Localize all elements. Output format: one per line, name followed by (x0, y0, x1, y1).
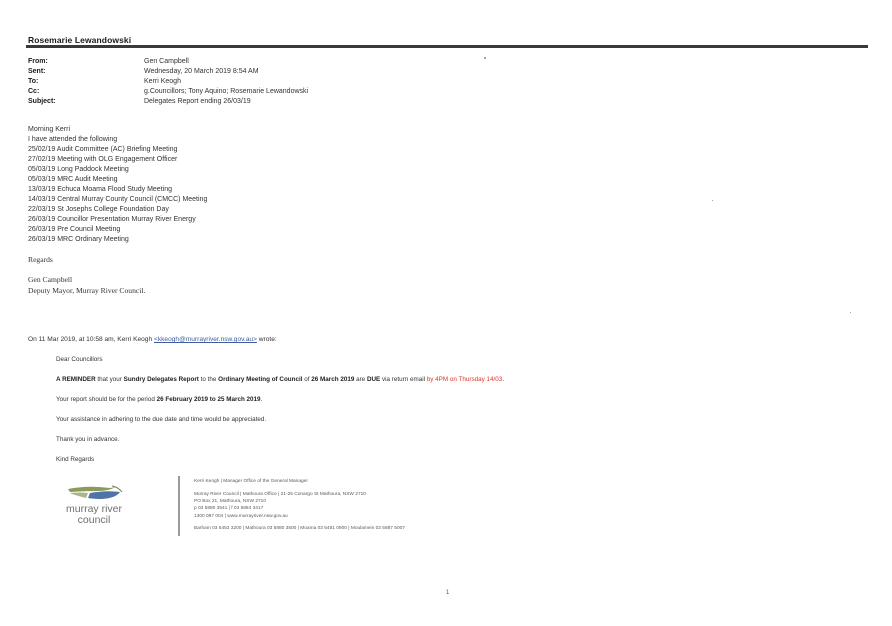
reminder-bold: A REMINDER (56, 376, 96, 383)
signature-web[interactable]: 1300 087 004 | www.murrayriver.nsw.gov.au (194, 514, 288, 519)
header-divider (26, 45, 868, 48)
meeting-item: 27/02/19 Meeting with OLG Engagement Officer (28, 156, 178, 163)
scan-artifact (850, 312, 851, 313)
period-range: 26 February 2019 to 25 March 2019 (156, 396, 261, 403)
from-value: Gen Campbell (144, 58, 189, 65)
document-owner-name: Rosemarie Lewandowski (28, 35, 132, 45)
kind-regards: Kind Regards (56, 456, 95, 463)
sender-email-link[interactable]: <kkeogh@murrayriver.nsw.gov.au> (153, 336, 257, 343)
salutation: Dear Councillors (56, 356, 103, 363)
reminder-text: to the (198, 376, 219, 383)
logo-line1: murray river (65, 503, 122, 515)
murray-river-council-logo (58, 484, 130, 532)
meeting-item: 26/03/19 Pre Council Meeting (28, 226, 121, 233)
to-value: Kerri Keogh (144, 78, 181, 85)
meeting-date: 26 March 2019 (311, 376, 355, 383)
river-swoosh-icon (58, 484, 130, 502)
subject-label: Subject: (28, 98, 56, 105)
cc-label: Cc: (28, 88, 40, 95)
due-label: DUE (366, 376, 381, 383)
cc-value: g.Councillors; Tony Aquino; Rosemarie Lewandowski (144, 88, 309, 95)
closing: Regards (28, 255, 53, 264)
period-text: . (260, 396, 263, 403)
signature-offices: Barham 03 5453 3200 | Mathoura 03 5880 3500 | Moama 03 5481 0900 | Moulamein 03 5887 5007 (194, 526, 405, 531)
signature-title: Deputy Mayor, Murray River Council. (28, 286, 146, 295)
reminder-paragraph (56, 376, 504, 383)
attribution-prefix: On 11 Mar 2019, at 10:58 am, Kerri Keogh (28, 336, 154, 343)
meeting-item: 22/03/19 St Josephs College Foundation Day (28, 206, 169, 213)
deadline-text: by 4PM on Thursday 14/03 (426, 376, 503, 383)
reminder-text: via return email (380, 376, 427, 383)
logo-line2: council (77, 514, 111, 526)
period-text: Your report should be for the period (56, 396, 157, 403)
attribution-suffix: wrote: (256, 336, 277, 343)
report-name: Sundry Delegates Report (123, 376, 199, 383)
intro: I have attended the following (28, 136, 118, 143)
meeting-item: 14/03/19 Central Murray County Council (CMCC) Meeting (28, 196, 208, 203)
signature-office: Murray River Council | Mathoura Office | 21-25 Conargo St Mathoura, NSW 2710 (194, 492, 366, 497)
meeting-name: Ordinary Meeting of Council (218, 376, 303, 383)
meeting-item: 26/03/19 MRC Ordinary Meeting (28, 236, 129, 243)
signature-phone-fax: p 03 5880 3541 | f 03 5884 3417 (194, 506, 264, 511)
thanks-paragraph: Thank you in advance. (56, 436, 120, 443)
reminder-text: that your (95, 376, 124, 383)
meeting-item: 26/03/19 Councillor Presentation Murray River Energy (28, 216, 196, 223)
to-label: To: (28, 78, 39, 85)
reminder-text: . (502, 376, 505, 383)
signature-name-title: Kerri Keogh | Manager Office of the General Manager (194, 479, 308, 484)
assistance-paragraph: Your assistance in adhering to the due date and time would be appreciated. (56, 416, 267, 423)
subject-value: Delegates Report ending 26/03/19 (144, 98, 251, 105)
reminder-text: of (302, 376, 312, 383)
from-label: From: (28, 58, 48, 65)
meeting-item: 25/02/19 Audit Committee (AC) Briefing Meeting (28, 146, 178, 153)
meeting-item: 13/03/19 Echuca Moama Flood Study Meeting (28, 186, 172, 193)
scan-artifact (712, 200, 713, 201)
reminder-text: are (354, 376, 367, 383)
quote-attribution (28, 336, 277, 343)
sent-value: Wednesday, 20 March 2019 8:54 AM (144, 68, 259, 75)
signature-po-box: PO Box 21, Mathoura, NSW 2710 (194, 499, 266, 504)
greeting: Morning Kerri (28, 126, 71, 133)
scan-artifact (484, 57, 486, 59)
meeting-item: 05/03/19 MRC Audit Meeting (28, 176, 118, 183)
signature-name: Gen Campbell (28, 275, 73, 284)
period-paragraph (56, 396, 262, 403)
meeting-item: 05/03/19 Long Paddock Meeting (28, 166, 129, 173)
page-number: 1 (446, 590, 450, 596)
signature-divider (178, 476, 180, 536)
sent-label: Sent: (28, 68, 46, 75)
